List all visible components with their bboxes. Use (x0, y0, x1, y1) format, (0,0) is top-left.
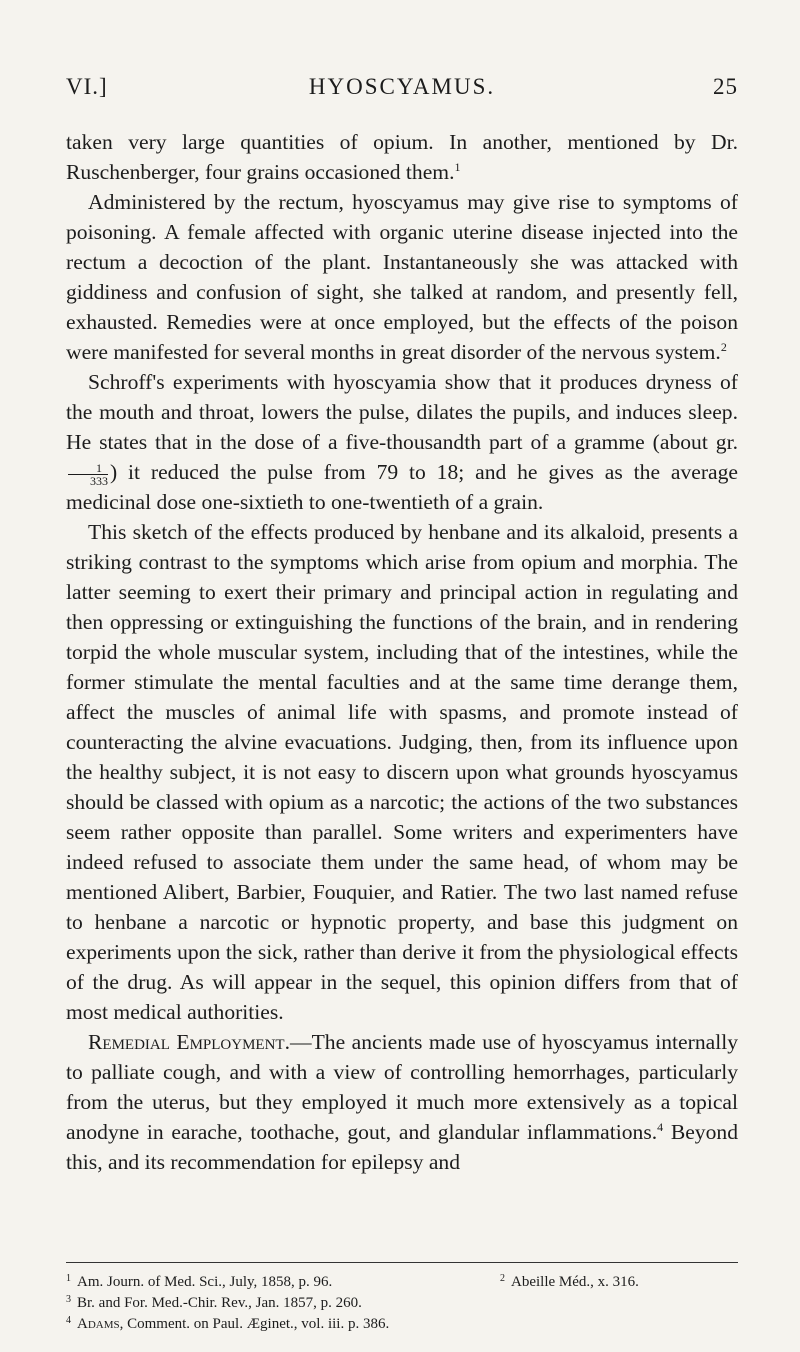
footnotes (66, 1268, 738, 1331)
footnote-divider (66, 1262, 738, 1263)
paragraph-text: ) it reduced the pulse from 79 to 18; and he gives as the average medicinal dose one-sixtieth to one-twentieth of a grain. (66, 460, 738, 514)
body-text (66, 127, 738, 1177)
running-title: HYOSCYAMUS. (308, 74, 496, 99)
footnote-text: , Comment. on Paul. Æginet., vol. iii. p. 386. (119, 1316, 390, 1332)
paragraph-text: Beyond this, and its recommendation for epilepsy and (66, 1120, 738, 1174)
paragraph (66, 517, 738, 1027)
page-number: 25 (713, 74, 738, 99)
footnote-text: Am. Journ. of Med. Sci., July, 1858, p. 96. (77, 1274, 333, 1290)
paragraph-text: taken very large quantities of opium. In another, mentioned by Dr. Ruschenberger, four grains occasioned them. (66, 130, 738, 184)
running-header (66, 74, 738, 102)
footnote-1 (66, 1274, 332, 1290)
paragraph (66, 1027, 738, 1177)
fraction (68, 462, 108, 487)
paragraph-text: Schroff's experiments with hyoscyamia show that it produces dryness of the mouth and throat, lowers the pulse, dilates the pupils, and induces sleep. He states that in the dose of a five-thousandth part of a gramme (about gr. (66, 370, 738, 454)
paragraph (66, 187, 738, 367)
section-heading: Remedial Employment. (88, 1030, 290, 1054)
footnote-ref: 1 (454, 160, 461, 174)
footnote-ref: 2 (720, 340, 727, 354)
footnote-number: 2 (500, 1273, 505, 1284)
chapter-number: VI.] (66, 74, 108, 99)
footnote-text: Abeille Méd., x. 316. (511, 1274, 639, 1290)
paragraph-text: —The ancients made use of hyoscyamus internally to palliate cough, and with a view of controlling hemorrhages, particularly from the uterus, but they employed it much more extensively as a topical anodyne in earache, toothache, gout, and glandular inflammations. (66, 1030, 738, 1144)
footnote-ref: 4 (657, 1120, 664, 1134)
fraction-denominator: 333 (90, 474, 108, 488)
paragraph-text: This sketch of the effects produced by henbane and its alkaloid, presents a striking contrast to the symptoms which arise from opium and morphia. The latter seeming to exert their primary and principal action in regulating and then oppressing or extinguishing the functions of the brain, and in rendering torpid the whole muscular system, including that of the intestines, while the former stimulate the mental faculties and at the same time derange them, affect the muscles of animal life with spasms, and promote instead of counteracting the alvine evacuations. Judging, then, from its influence upon the healthy subject, it is not easy to discern upon what grounds hyoscyamus should be classed with opium as a narcotic; the actions of the two substances seem rather opposite than parallel. Some writers and experimenters have indeed refused to associate them under the same head, of whom may be mentioned Alibert, Barbier, Fouquier, and Ratier. The two last named refuse to henbane a narcotic or hypnotic property, and base this judgment on experiments upon the sick, rather than derive it from the physiological effects of the drug. As will appear in the sequel, this opinion differs from that of most medical authorities. (66, 520, 738, 1024)
footnote-4 (66, 1316, 389, 1332)
footnote-3 (66, 1295, 362, 1311)
footnote-row (66, 1268, 738, 1289)
footnote-number: 4 (66, 1315, 71, 1326)
paragraph-text: Administered by the rectum, hyoscyamus may give rise to symptoms of poisoning. A female affected with organic uterine disease injected into the rectum a decoction of the plant. Instantaneously she was attacked with giddiness and confusion of sight, she talked at random, and presently fell, exhausted. Remedies were at once employed, but the effects of the poison were manifested for several months in great disorder of the nervous system. (66, 190, 738, 364)
paragraph (66, 367, 738, 517)
footnote-author: Adams (77, 1316, 120, 1332)
footnote-number: 3 (66, 1294, 71, 1305)
fraction-numerator: 1 (68, 462, 108, 475)
paragraph (66, 127, 738, 187)
footnote-text: Br. and For. Med.-Chir. Rev., Jan. 1857, p. 260. (77, 1295, 362, 1311)
footnote-row (66, 1289, 738, 1310)
footnote-row (66, 1310, 738, 1331)
footnote-number: 1 (66, 1273, 71, 1284)
